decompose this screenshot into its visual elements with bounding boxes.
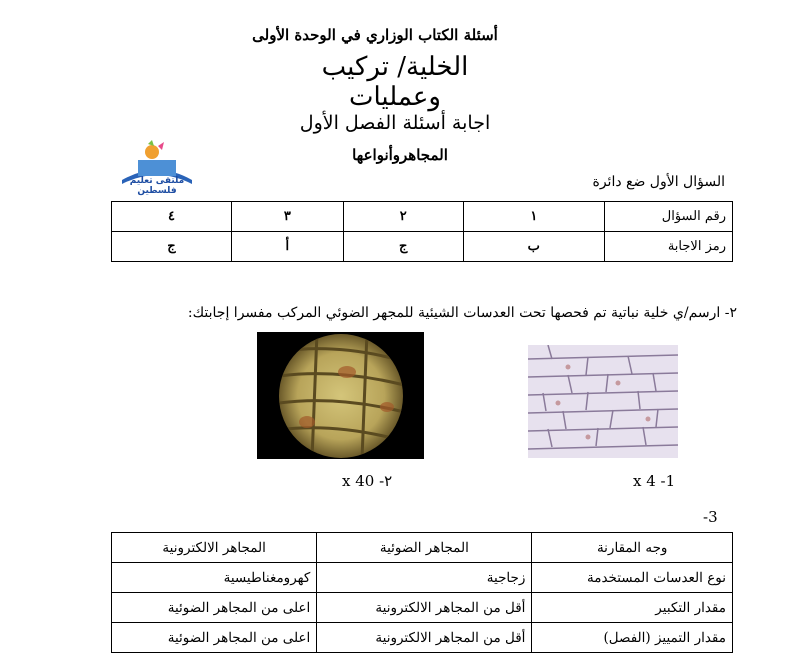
micrograph-4x-image (528, 345, 678, 458)
table-cell: أ (231, 232, 343, 262)
caption-40x: x 40 -٢ (342, 472, 393, 490)
table-cell: ٤ (112, 202, 232, 232)
table-header-row (112, 533, 733, 563)
unit-title: الخلية/ تركيب وعمليات (321, 52, 469, 112)
table-cell: ١ (463, 202, 604, 232)
question3-label: -3 (703, 508, 718, 526)
table-row (112, 232, 733, 262)
caption-4x: x 4 -1 (633, 472, 676, 490)
question2-text: ٢- ارسم/ي خلية نباتية تم فحصها تحت العدسات الشيئية للمجهر الضوئي المركب مفسرا إجابتك: (187, 305, 737, 321)
table-cell: ب (463, 232, 604, 262)
answer-key-table (111, 201, 733, 262)
table-row (112, 563, 733, 593)
logo (112, 140, 202, 198)
table-row (112, 623, 733, 653)
table-row (112, 202, 733, 232)
micrograph-40x-image (257, 332, 424, 459)
comparison-table (111, 532, 733, 653)
chapter-answers-title: اجابة أسئلة الفصل الأول (299, 112, 491, 134)
table-cell: ٣ (231, 202, 343, 232)
document-title: أسئلة الكتاب الوزاري في الوحدة الأولى (252, 26, 498, 44)
question1-heading: السؤال الأول ضع دائرة (592, 174, 725, 190)
table-cell: نوع العدسات المستخدمة (532, 563, 733, 593)
table-header-cell: المجاهر الالكترونية (112, 533, 317, 563)
table-cell: ج (112, 232, 232, 262)
table-row-label: رقم السؤال (605, 202, 733, 232)
table-row (112, 593, 733, 623)
table-row-label: رمز الاجابة (605, 232, 733, 262)
table-cell: كهرومغناطيسية (112, 563, 317, 593)
table-header-cell: وجه المقارنة (532, 533, 733, 563)
logo-text: ملتقى تعليم فلسطين (129, 176, 185, 196)
table-cell: اعلى من المجاهر الضوئية (112, 623, 317, 653)
table-cell: ٢ (343, 202, 463, 232)
table-header-cell: المجاهر الضوئية (317, 533, 532, 563)
table-cell: مقدار التكبير (532, 593, 733, 623)
table-cell: أقل من المجاهر الالكترونية (317, 593, 532, 623)
table-cell: أقل من المجاهر الالكترونية (317, 623, 532, 653)
table-cell: ج (343, 232, 463, 262)
section-title: المجاهروأنواعها (352, 146, 448, 164)
table-cell: زجاجية (317, 563, 532, 593)
table-cell: اعلى من المجاهر الضوئية (112, 593, 317, 623)
table-cell: مقدار التمييز (الفصل) (532, 623, 733, 653)
